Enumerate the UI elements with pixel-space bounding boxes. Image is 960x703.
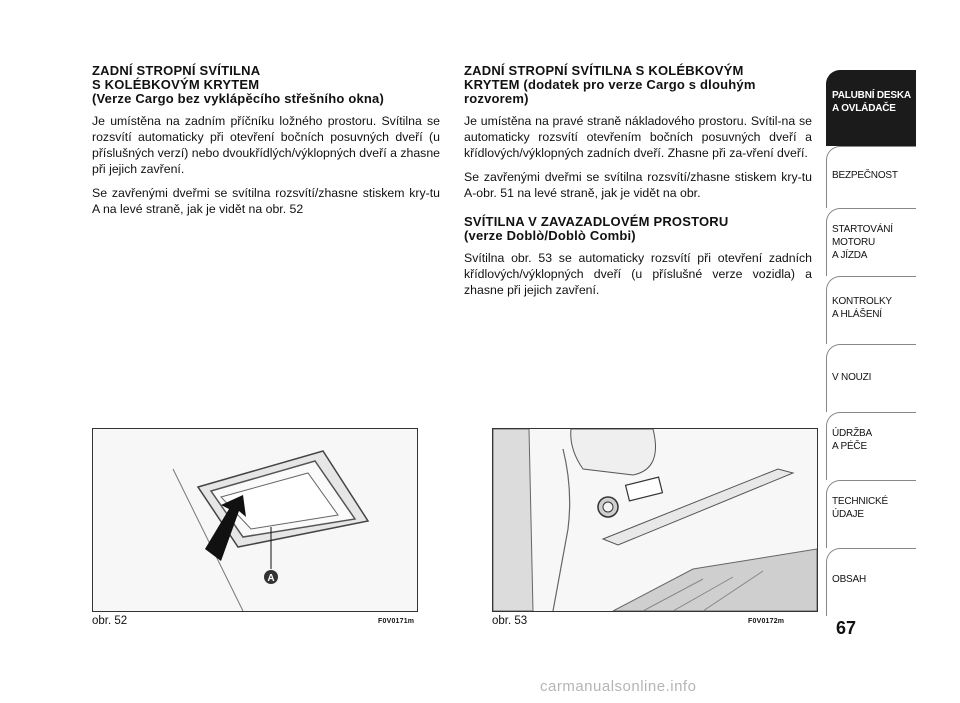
figure-53-code: F0V0172m: [748, 618, 785, 625]
paragraph: Se zavřenými dveřmi se svítilna rozsvítí/zhasne stiskem kry-tu A na levé straně, jak je vidět na obr. 52: [92, 186, 440, 216]
paragraph: Svítilna obr. 53 se automaticky rozsvítí při otevření zadních křídlových/výklopných dveří (u příslušné verze vozidla) a zhasne při jejich zavření.: [464, 251, 812, 297]
tab-startovani[interactable]: STARTOVÁNÍ MOTORU A JÍZDA: [826, 208, 916, 276]
paragraph: Je umístěna na zadním příčníku ložného prostoru. Svítilna se rozsvítí automaticky při otevření bočních posuvných dveří (u příslušných verzí) nebo dvoukřídlých/výklopných dveří a zhasne při jejich zavření.: [92, 114, 440, 176]
chapter-tabs: [826, 70, 916, 616]
paragraph: Se zavřenými dveřmi se svítilna rozsvítí/zhasne stiskem kry-tu A-obr. 51 na levé straně, jak je vidět na obr.: [464, 170, 812, 200]
figure-52-illustration: [92, 428, 418, 612]
figure-53-caption: obr. 53: [492, 615, 528, 627]
page-number: 67: [836, 618, 857, 638]
tab-bezpecnost[interactable]: BEZPEČNOST: [826, 146, 916, 208]
tab-udrzba[interactable]: ÚDRŽBA A PÉČE: [826, 412, 916, 480]
section-heading-luggage-lamp: SVÍTILNA V ZAVAZADLOVÉM PROSTORU (verze Doblò/Doblò Combi): [464, 214, 729, 243]
right-column: [464, 64, 812, 306]
tab-palubni-deska[interactable]: PALUBNÍ DESKA A OVLÁDAČE: [826, 70, 916, 146]
figure-52-caption: obr. 52: [92, 615, 128, 627]
watermark: carmanualsonline.info: [540, 678, 697, 695]
callout-label: A: [267, 573, 275, 584]
left-column: [92, 64, 440, 225]
tab-kontrolky[interactable]: KONTROLKY A HLÁŠENÍ: [826, 276, 916, 344]
tab-obsah[interactable]: OBSAH: [826, 548, 916, 616]
section-heading-rear-lamp-long: ZADNÍ STROPNÍ SVÍTILNA S KOLÉBKOVÝM KRYTEM (dodatek pro verze Cargo s dlouhým rozvorem): [464, 63, 756, 106]
figure-52-code: F0V0171m: [378, 618, 415, 625]
section-heading-rear-lamp: ZADNÍ STROPNÍ SVÍTILNA S KOLÉBKOVÝM KRYTEM (Verze Cargo bez vyklápěcího střešního okna): [92, 63, 385, 106]
tab-technicke-udaje[interactable]: TECHNICKÉ ÚDAJE: [826, 480, 916, 548]
figure-53-illustration: [492, 428, 818, 612]
tab-v-nouzi[interactable]: V NOUZI: [826, 344, 916, 412]
paragraph: Je umístěna na pravé straně nákladového prostoru. Svítil-na se automaticky rozsvítí otevřením bočních posuvných dveří a křídlových/výklopných zadních dveří. Zhasne při za-vření dveří.: [464, 114, 812, 160]
